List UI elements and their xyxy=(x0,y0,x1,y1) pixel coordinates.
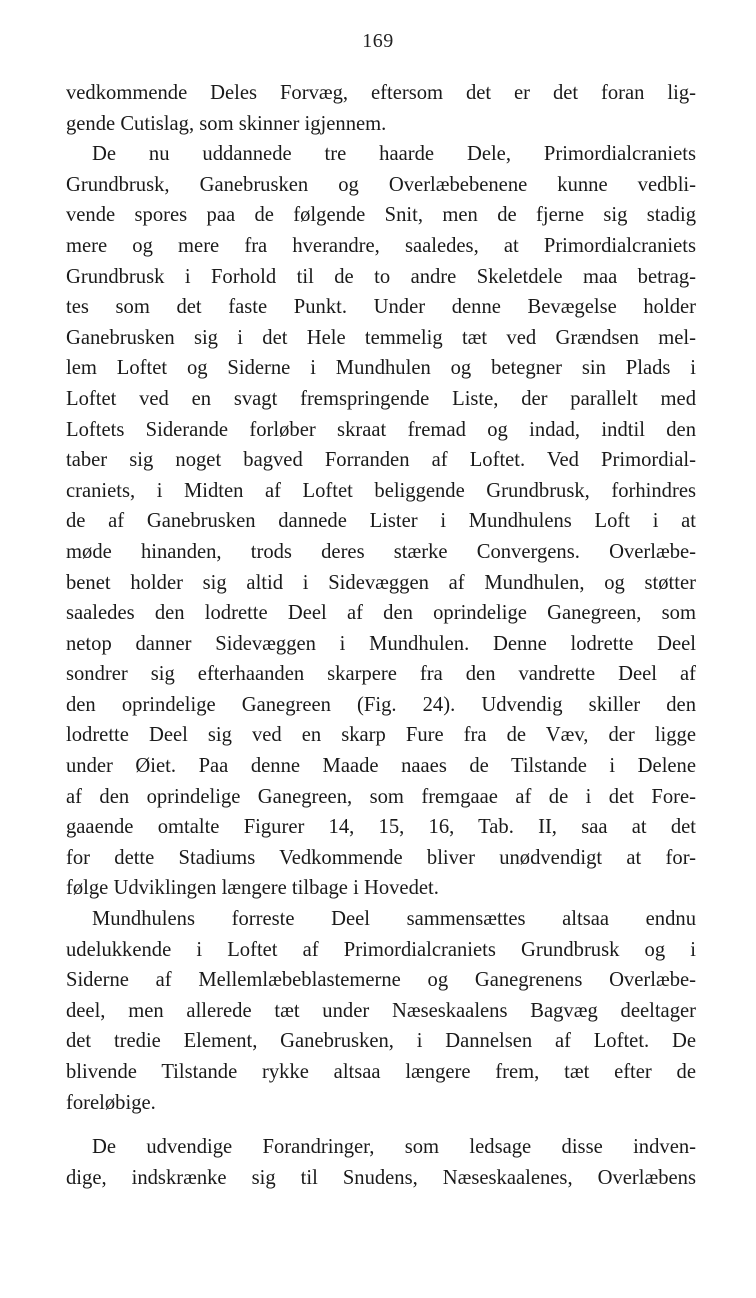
text-line: gaaende omtalte Figurer 14, 15, 16, Tab. II, saa at det xyxy=(66,816,696,839)
text-line: tes som det faste Punkt. Under denne Bevægelse holder xyxy=(66,296,696,319)
text-line: dige, indskrænke sig til Snudens, Næseskaalenes, Overlæbens xyxy=(66,1166,696,1189)
text-line: Loftets Siderande forløber skraat fremad og indad, indtil den xyxy=(66,418,696,441)
text-line: vende spores paa de følgende Snit, men de fjerne sig stadig xyxy=(66,204,696,227)
text-line: under Øiet. Paa denne Maade naaes de Tilstande i Delene xyxy=(66,755,696,778)
text-line: De udvendige Forandringer, som ledsage disse indven- xyxy=(92,1136,696,1159)
text-line: De nu uddannede tre haarde Dele, Primordialcraniets xyxy=(92,143,696,166)
text-line: udelukkende i Loftet af Primordialcraniets Grundbrusk og i xyxy=(66,938,696,961)
text-line: blivende Tilstande rykke altsaa længere frem, tæt efter de xyxy=(66,1061,696,1083)
text-line: af den oprindelige Ganegreen, som fremgaae af de i det Fore- xyxy=(66,785,696,808)
text-line: lem Loftet og Siderne i Mundhulen og betegner sin Plads i xyxy=(66,357,696,380)
paragraph-spacer xyxy=(66,1118,696,1132)
text-line: vedkommende Deles Forvæg, eftersom det er det foran lig- xyxy=(66,82,696,104)
text-line: saaledes den lodrette Deel af den oprindelige Ganegreen, som xyxy=(66,602,696,625)
text-line: Loftet ved en svagt fremspringende Liste, der parallelt med xyxy=(66,387,696,410)
text-line: benet holder sig altid i Sidevæggen af Mundhulen, og støtter xyxy=(66,571,696,594)
text-line: Siderne af Mellemlæbeblastemerne og Ganegrenens Overlæbe- xyxy=(66,969,696,992)
text-line: Grundbrusk i Forhold til de to andre Skeletdele maa betrag- xyxy=(66,265,696,288)
paragraph xyxy=(66,139,696,904)
text-line: det tredie Element, Ganebrusken, i Dannelsen af Loftet. De xyxy=(66,1030,696,1053)
text-line: for dette Stadiums Vedkommende bliver unødvendigt at for- xyxy=(66,846,696,869)
text-line: craniets, i Midten af Loftet beliggende Grundbrusk, forhindres xyxy=(66,479,696,502)
text-line: gende Cutislag, som skinner igjennem. xyxy=(66,112,387,135)
text-line: taber sig noget bagved Forranden af Loftet. Ved Primordial- xyxy=(66,449,696,472)
paragraph xyxy=(66,1132,696,1193)
text-line: sondrer sig efterhaanden skarpere fra den vandrette Deel af xyxy=(66,663,696,686)
page-number: 169 xyxy=(362,30,394,52)
text-line: netop danner Sidevæggen i Mundhulen. Denne lodrette Deel xyxy=(66,632,696,655)
text-line: foreløbige. xyxy=(66,1091,156,1114)
text-line: den oprindelige Ganegreen (Fig. 24). Udvendig skiller den xyxy=(66,693,696,716)
text-line: mere og mere fra hverandre, saaledes, at Primordialcraniets xyxy=(66,234,696,257)
text-line: Ganebrusken sig i det Hele temmelig tæt ved Grændsen mel- xyxy=(66,326,696,349)
text-line: Mundhulens forreste Deel sammensættes altsaa endnu xyxy=(92,908,696,931)
body-text xyxy=(66,78,696,1193)
text-line: de af Ganebrusken dannede Lister i Mundhulens Loft i at xyxy=(66,510,696,533)
text-line: deel, men allerede tæt under Næseskaalens Bagvæg deeltager xyxy=(66,999,696,1022)
paragraph xyxy=(66,904,696,1118)
text-line: lodrette Deel sig ved en skarp Fure fra de Væv, der ligge xyxy=(66,724,696,747)
paragraph xyxy=(66,78,696,139)
text-line: møde hinanden, trods deres stærke Convergens. Overlæbe- xyxy=(66,540,696,563)
text-line: følge Udviklingen længere tilbage i Hovedet. xyxy=(66,877,439,900)
text-line: Grundbrusk, Ganebrusken og Overlæbebenene kunne vedbli- xyxy=(66,173,696,196)
